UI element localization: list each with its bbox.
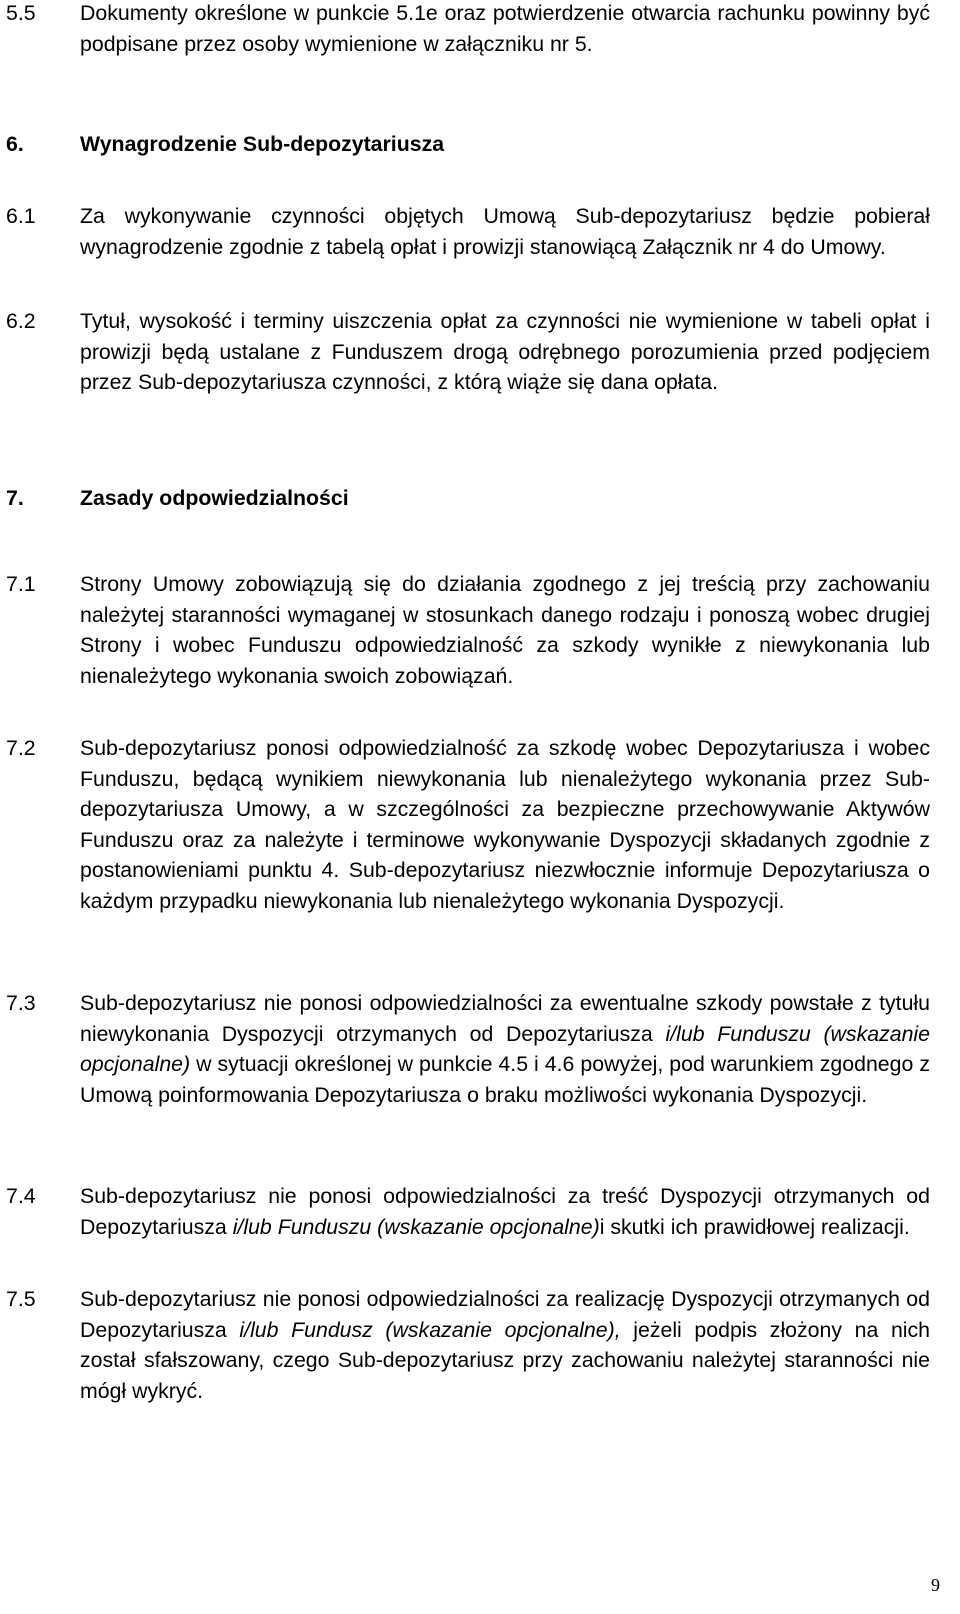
paragraph-number: 7.1 <box>6 572 36 596</box>
section-heading-7 <box>6 483 349 514</box>
paragraph-6-1 <box>6 201 930 262</box>
text-segment: Za wykonywanie czynności objętych Umową Sub-depozytariusz będzie pobierał wynagrodzenie zgodnie z tabelą opłat i prowizji stanowiącą Załącznik nr 4 do Umowy. <box>80 204 930 259</box>
text-segment: Tytuł, wysokość i terminy uiszczenia opłat za czynności nie wymienione w tabeli opłat i prowizji będą ustalane z Funduszem drogą odrębnego porozumienia przed podjęciem przez Sub-depozytariusza czynności, z którą wiąże się dana opłata. <box>80 309 930 395</box>
paragraph-7-3 <box>6 988 930 1110</box>
heading-text: Wynagrodzenie Sub-depozytariusza <box>80 132 445 156</box>
text-segment: Sub-depozytariusz ponosi odpowiedzialność za szkodę wobec Depozytariusza i wobec Funduszu, będącą wynikiem niewykonania lub nienależytego wykonania przez Sub-depozytariusza Umowy, a w szczególności za bezpieczne przechowywanie Aktywów Funduszu oraz za należyte i terminowe wykonywanie Dyspozycji składanych zgodnie z postanowieniami punktu 4. Sub-depozytariusz niezwłocznie informuje Depozytariusza o każdym przypadku niewykonania lub nienależytego wykonania Dyspozycji. <box>80 736 930 913</box>
text-segment: Sub-depozytariusz nie ponosi odpowiedzialności za realizację Dyspozycji otrzymanych od Depozytariusza <box>80 1287 930 1342</box>
paragraph-text <box>80 1284 930 1406</box>
section-heading-6 <box>6 129 444 160</box>
italic-text-segment: i/lub Fundusz (wskazanie opcjonalne), <box>239 1317 621 1342</box>
paragraph-text <box>80 988 930 1110</box>
page-number: 9 <box>931 1575 940 1595</box>
text-segment: Strony Umowy zobowiązują się do działania zgodnego z jej treścią przy zachowaniu należytej staranności wymaganej w stosunkach danego rodzaju i ponoszą wobec drugiej Strony i wobec Funduszu odpowiedzialność za szkody wynikłe z niewykonania lub nienależytego wykonania swoich zobowiązań. <box>80 572 930 688</box>
paragraph-7-4 <box>6 1181 930 1242</box>
text-segment: w sytuacji określonej w punkcie 4.5 i 4.6 powyżej, pod warunkiem zgodnego z Umową poinformowania Depozytariusza o braku możliwości wykonania Dyspozycji. <box>80 1052 930 1107</box>
heading-text: Zasady odpowiedzialności <box>80 486 349 510</box>
paragraph-text <box>80 0 930 59</box>
paragraph-number: 7.4 <box>6 1184 36 1208</box>
paragraph-7-1 <box>6 569 930 691</box>
paragraph-text <box>80 1181 930 1242</box>
paragraph-7-5 <box>6 1284 930 1406</box>
text-segment: Sub-depozytariusz nie ponosi odpowiedzialności za treść Dyspozycji otrzymanych od Depozytariusza <box>80 1184 930 1239</box>
paragraph-text <box>80 733 930 917</box>
italic-text-segment: i/lub Funduszu (wskazanie opcjonalne) <box>80 1021 930 1077</box>
paragraph-number: 7.2 <box>6 736 36 760</box>
paragraph-7-2 <box>6 733 930 917</box>
paragraph-5-5 <box>6 0 930 59</box>
italic-text-segment: i/lub Funduszu (wskazanie opcjonalne) <box>232 1214 600 1239</box>
paragraph-number: 6.1 <box>6 204 36 228</box>
text-segment: jeżeli podpis złożony na nich został sfałszowany, czego Sub-depozytariusz przy zachowaniu należytej staranności nie mógł wykryć. <box>80 1317 931 1403</box>
paragraph-text <box>80 201 930 262</box>
heading-number: 6. <box>6 132 24 156</box>
text-segment: Sub-depozytariusz nie ponosi odpowiedzialności za ewentualne szkody powstałe z tytułu niewykonania Dyspozycji otrzymanych od Depozytariusza <box>80 991 930 1046</box>
paragraph-text <box>80 306 930 398</box>
paragraph-number: 7.3 <box>6 991 36 1015</box>
paragraph-number: 6.2 <box>6 309 36 333</box>
paragraph-number: 5.5 <box>6 1 36 25</box>
paragraph-text <box>80 569 930 691</box>
heading-number: 7. <box>6 486 24 510</box>
paragraph-6-2 <box>6 306 930 398</box>
paragraph-number: 7.5 <box>6 1287 36 1311</box>
text-segment: i skutki ich prawidłowej realizacji. <box>599 1214 910 1239</box>
text-segment: Dokumenty określone w punkcie 5.1e oraz potwierdzenie otwarcia rachunku powinny być podpisane przez osoby wymienione w załączniku nr 5. <box>80 1 930 56</box>
